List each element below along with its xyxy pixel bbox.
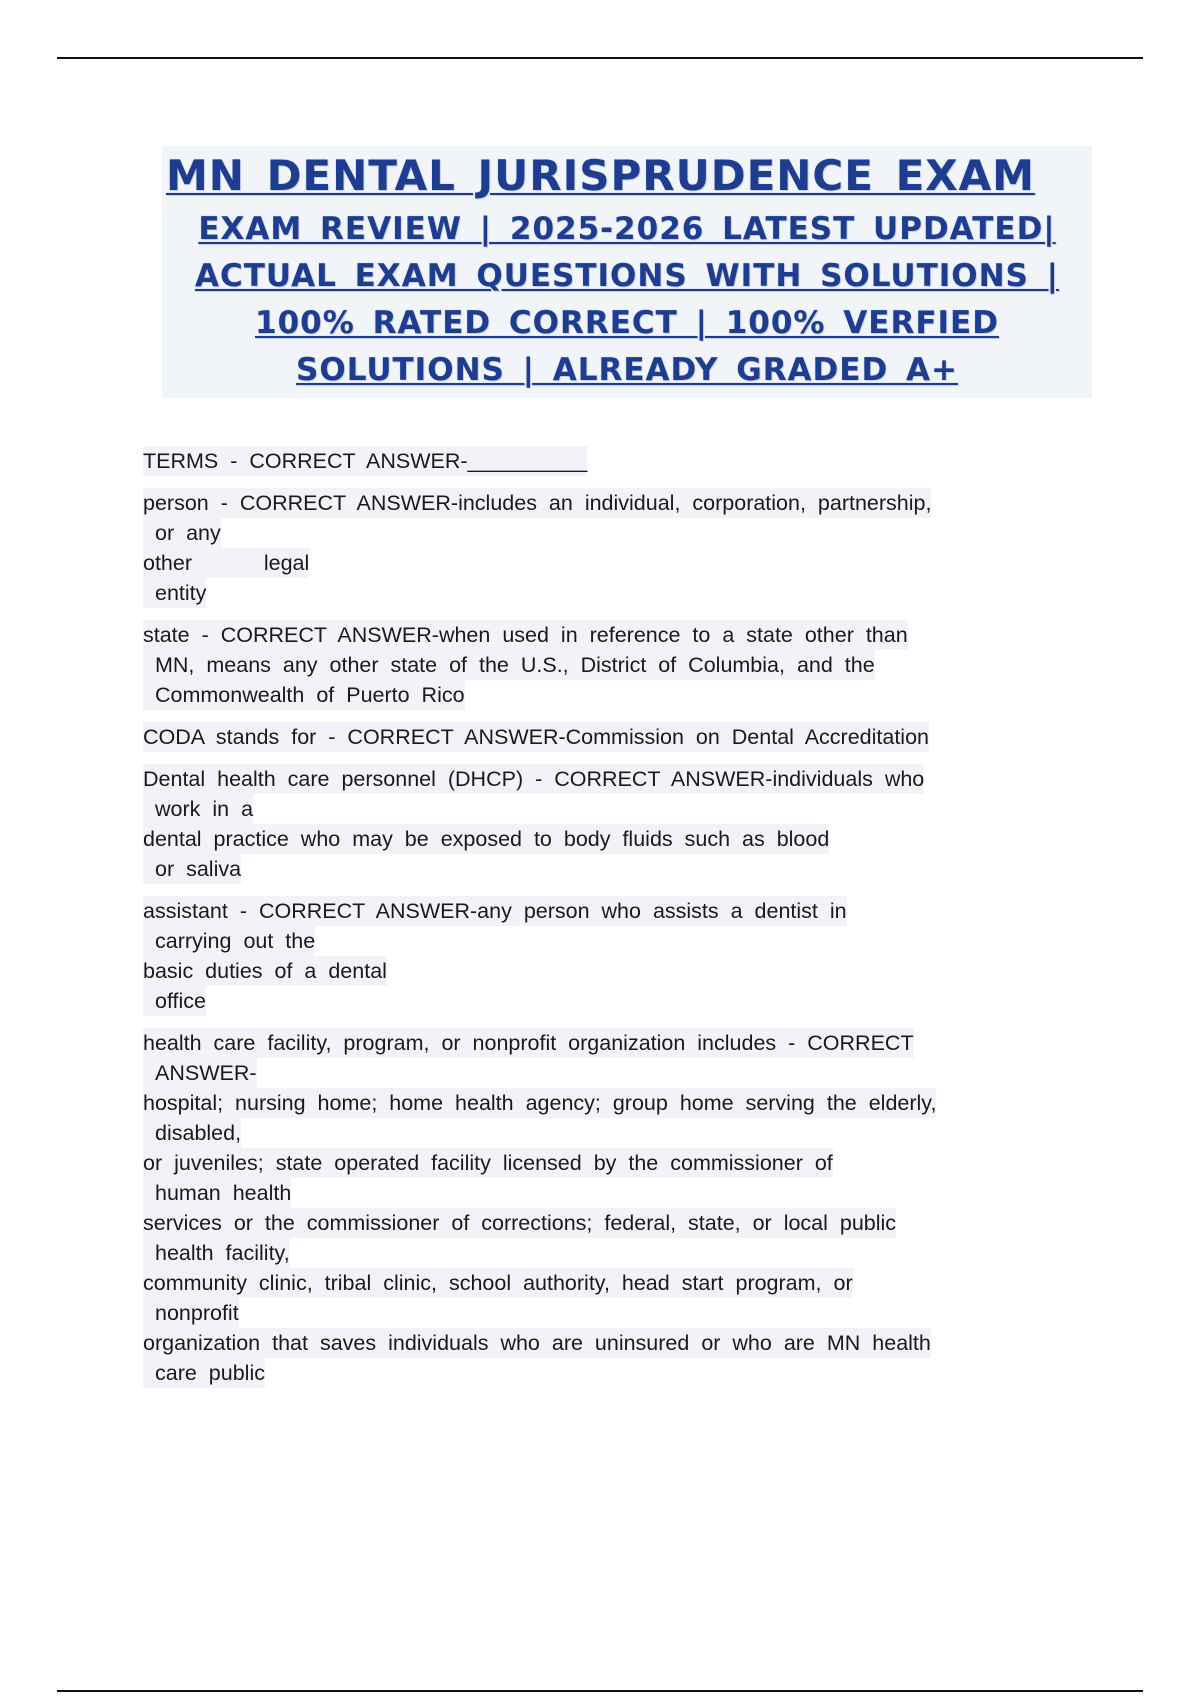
subtitle-line: ACTUAL EXAM QUESTIONS WITH SOLUTIONS | (194, 258, 1059, 294)
entry-line: assistant - CORRECT ANSWER-any person who assists a dentist in (143, 896, 847, 926)
term-entry (143, 896, 1083, 1016)
term-entry (143, 620, 1083, 710)
entry-line: basic duties of a dental (143, 956, 387, 986)
entry-line: other legal (143, 548, 309, 578)
document-title: MN DENTAL JURISPRUDENCE EXAM (166, 151, 1035, 200)
entry-line: community clinic, tribal clinic, school authority, head start program, or (143, 1268, 853, 1298)
entry-line: ANSWER- (143, 1058, 257, 1088)
entry-line: entity (143, 578, 206, 608)
term-list (143, 446, 1083, 1400)
entry-line: or juveniles; state operated facility licensed by the commissioner of (143, 1148, 833, 1178)
subtitle-line: SOLUTIONS | ALREADY GRADED A+ (296, 352, 958, 388)
term-entry (143, 1028, 1083, 1388)
entry-line: office (143, 986, 206, 1016)
subtitle-line: 100% RATED CORRECT | 100% VERFIED (255, 305, 999, 341)
entry-line: TERMS - CORRECT ANSWER-__________ (143, 446, 587, 476)
entry-line: dental practice who may be exposed to body fluids such as blood (143, 824, 829, 854)
entry-line: health care facility, program, or nonprofit organization includes - CORRECT (143, 1028, 914, 1058)
entry-line: Commonwealth of Puerto Rico (143, 680, 465, 710)
entry-line: or any (143, 518, 221, 548)
entry-line: hospital; nursing home; home health agency; group home serving the elderly, (143, 1088, 936, 1118)
title-block (162, 146, 1092, 398)
entry-line: MN, means any other state of the U.S., District of Columbia, and the (143, 650, 875, 680)
entry-line: state - CORRECT ANSWER-when used in reference to a state other than (143, 620, 908, 650)
entry-line: nonprofit (143, 1298, 239, 1328)
entry-line: CODA stands for - CORRECT ANSWER-Commission on Dental Accreditation (143, 722, 929, 752)
entry-line: person - CORRECT ANSWER-includes an individual, corporation, partnership, (143, 488, 931, 518)
bottom-rule (57, 1690, 1143, 1692)
entry-line: work in a (143, 794, 253, 824)
entry-line: health facility, (143, 1238, 290, 1268)
entry-line: services or the commissioner of corrections; federal, state, or local public (143, 1208, 896, 1238)
term-entry (143, 764, 1083, 884)
entry-line: Dental health care personnel (DHCP) - CORRECT ANSWER-individuals who (143, 764, 924, 794)
entry-line: or saliva (143, 854, 241, 884)
entry-line: carrying out the (143, 926, 315, 956)
top-rule (57, 57, 1143, 59)
entry-line: organization that saves individuals who are uninsured or who are MN health (143, 1328, 931, 1358)
entry-line: human health (143, 1178, 291, 1208)
entry-line: care public (143, 1358, 265, 1388)
entry-line: disabled, (143, 1118, 241, 1148)
subtitle-line: EXAM REVIEW | 2025-2026 LATEST UPDATED| (198, 211, 1056, 247)
term-entry (143, 488, 1083, 608)
term-entry (143, 722, 1083, 752)
term-entry (143, 446, 1083, 476)
